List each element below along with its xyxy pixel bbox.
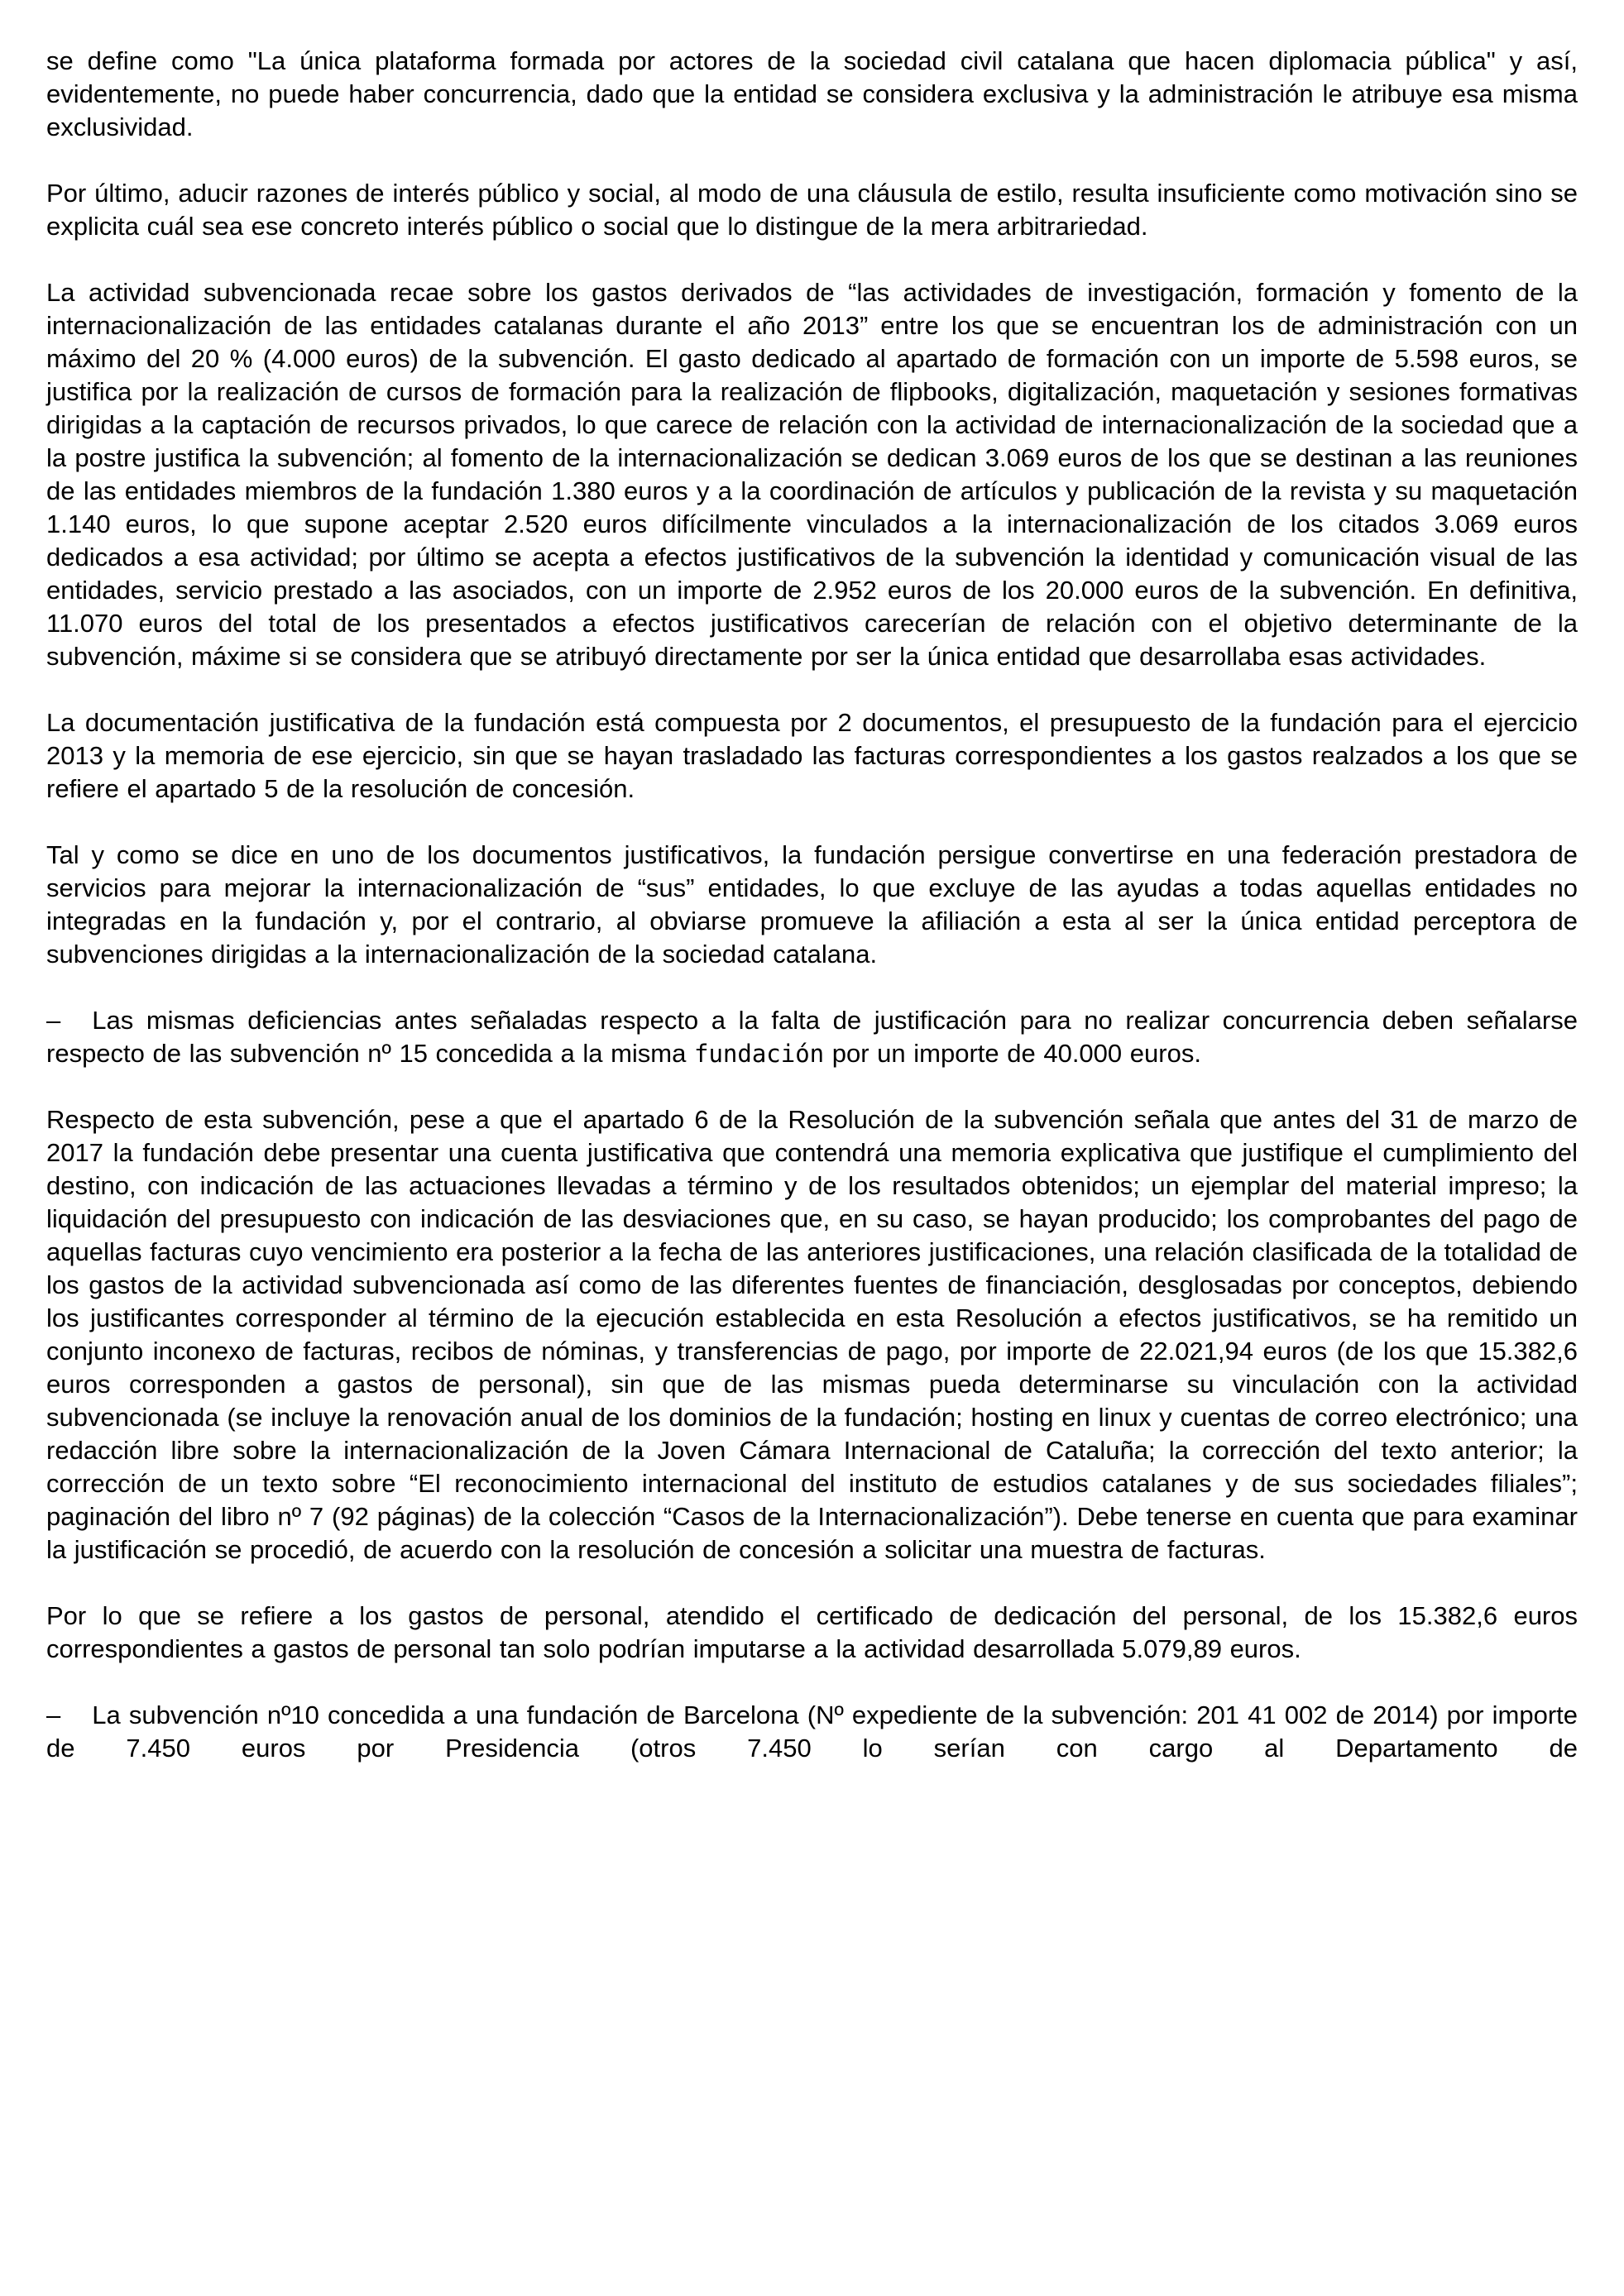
paragraph-2: Por último, aducir razones de interés público y social, al modo de una cláusula de estilo, resulta insuficiente como motivación sino se explicita cuál sea ese concreto interés público o social que lo distingue de la mera arbitrariedad.	[46, 179, 1578, 241]
bullet-text: La subvención nº10 concedida a una fundación de Barcelona (Nº expediente de la subvención: 201 41 002 de 2014) por importe de 7.450 euros por Presidencia (otros 7.450 lo serían con cargo al Departamento de	[46, 1700, 1578, 1763]
bullet-paragraph-9	[46, 1699, 1578, 1765]
bullet-text-before: Las mismas deficiencias antes señaladas respecto a la falta de justificación para no realizar concurrencia deben señalarse respecto de las subvención nº 15 concedida a la misma	[46, 1006, 1578, 1068]
bullet-paragraph-6	[46, 1004, 1578, 1070]
paragraph-7: Respecto de esta subvención, pese a que el apartado 6 de la Resolución de la subvención señala que antes del 31 de marzo de 2017 la fundación debe presentar una cuenta justificativa que contendrá una memoria explicativa que justifique el cumplimiento del destino, con indicación de las actuaciones llevadas a término y de los resultados obtenidos; un ejemplar del material impreso; la liquidación del presupuesto con indicación de las desviaciones que, en su caso, se hayan producido; los comprobantes del pago de aquellas facturas cuyo vencimiento era posterior a la fecha de las anteriores justificaciones, una relación clasificada de la totalidad de los gastos de la actividad subvencionada así como de las diferentes fuentes de financiación, desglosadas por conceptos, debiendo los justificantes corresponder al término de la ejecución establecida en esta Resolución a efectos justificativos, se ha remitido un conjunto inconexo de facturas, recibos de nóminas, y transferencias de pago, por importe de 22.021,94 euros (de los que 15.382,6 euros corresponden a gastos de personal), sin que de las mismas pueda determinarse su vinculación con la actividad subvencionada (se incluye la renovación anual de los dominios de la fundación; hosting en linux y cuentas de correo electrónico; una redacción libre sobre la internacionalización de la Joven Cámara Internacional de Cataluña; la corrección del texto anterior; la corrección de un texto sobre “El reconocimiento internacional del instituto de estudios catalanes y de sus sociedades filiales”; paginación del libro nº 7 (92 páginas) de la colección “Casos de la Internacionalización”). Debe tenerse en cuenta que para examinar la justificación se procedió, de acuerdo con la resolución de concesión a solicitar una muestra de facturas.	[46, 1105, 1578, 1564]
dash-marker: –	[46, 1700, 61, 1729]
paragraph-8: Por lo que se refiere a los gastos de personal, atendido el certificado de dedicación del personal, de los 15.382,6 euros correspondientes a gastos de personal tan solo podrían imputarse a la actividad desarrollada 5.079,89 euros.	[46, 1601, 1578, 1663]
bullet-text-after: por un importe de 40.000 euros.	[824, 1039, 1201, 1068]
paragraph-3: La actividad subvencionada recae sobre los gastos derivados de “las actividades de investigación, formación y fomento de la internacionalización de las entidades catalanas durante el año 2013” entre los que se encuentran los de administración con un máximo del 20 % (4.000 euros) de la subvención. El gasto dedicado al apartado de formación con un importe de 5.598 euros, se justifica por la realización de cursos de formación para la realización de flipbooks, digitalización, maquetación y sesiones formativas dirigidas a la captación de recursos privados, lo que carece de relación con la actividad de internacionalización de la sociedad que a la postre justifica la subvención; al fomento de la internacionalización se dedican 3.069 euros de los que se destinan a las reuniones de las entidades miembros de la fundación 1.380 euros y a la coordinación de artículos y publicación de la revista y su maquetación 1.140 euros, lo que supone aceptar 2.520 euros difícilmente vinculados a la internacionalización de los citados 3.069 euros dedicados a esa actividad; por último se acepta a efectos justificativos de la subvención la identidad y comunicación visual de las entidades, servicio prestado a las asociados, con un importe de 2.952 euros de los 20.000 euros de la subvención. En definitiva, 11.070 euros del total de los presentados a efectos justificativos carecerían de relación con el objetivo determinante de la subvención, máxime si se considera que se atribuyó directamente por ser la única entidad que desarrollaba esas actividades.	[46, 278, 1578, 671]
paragraph-1: se define como "La única plataforma formada por actores de la sociedad civil catalana que hacen diplomacia pública" y así, evidentemente, no puede haber concurrencia, dado que la entidad se considera exclusiva y la administración le atribuye esa misma exclusividad.	[46, 46, 1578, 141]
dash-marker: –	[46, 1006, 61, 1035]
special-word-fundacion: fundación	[694, 1040, 825, 1068]
paragraph-4: La documentación justificativa de la fundación está compuesta por 2 documentos, el presupuesto de la fundación para el ejercicio 2013 y la memoria de ese ejercicio, sin que se hayan trasladado las facturas correspondientes a los gastos realzados a los que se refiere el apartado 5 de la resolución de concesión.	[46, 708, 1578, 803]
paragraph-5: Tal y como se dice en uno de los documentos justificativos, la fundación persigue convertirse en una federación prestadora de servicios para mejorar la internacionalización de “sus” entidades, lo que excluye de las ayudas a todas aquellas entidades no integradas en la fundación y, por el contrario, al obviarse promueve la afiliación a esta al ser la única entidad perceptora de subvenciones dirigidas a la internacionalización de la sociedad catalana.	[46, 840, 1578, 969]
